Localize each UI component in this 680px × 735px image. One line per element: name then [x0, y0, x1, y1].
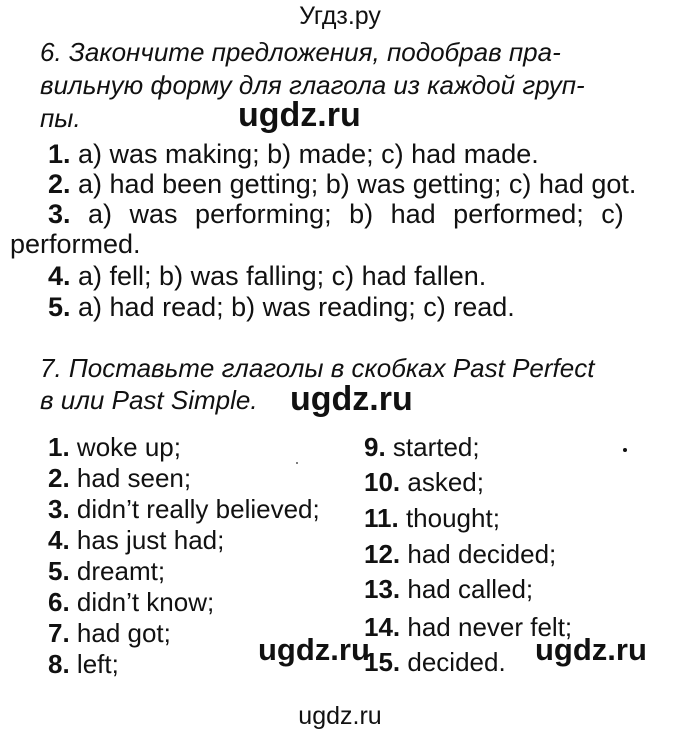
answer-line: 4. a) fell; b) was falling; c) had fallen. — [48, 261, 487, 291]
watermark: ugdz.ru — [258, 632, 370, 667]
watermark: ugdz.ru — [535, 632, 647, 667]
exercise-6-title-line-1: 6. Закончите предложения, подобрав пра- — [40, 37, 561, 67]
exercise-6-title-line-3: пы. — [40, 103, 81, 133]
exercise-7-title-line-2: в или Past Simple. — [40, 385, 258, 415]
scan-dot — [623, 448, 627, 452]
list-item: 11. thought; — [364, 503, 500, 533]
footer-watermark: ugdz.ru — [298, 702, 382, 730]
list-item: 1. woke up; — [48, 432, 181, 462]
answer-line: 1. a) was making; b) made; c) had made. — [48, 139, 539, 169]
list-item: 6. didn’t know; — [48, 587, 215, 617]
exercise-7-title-line-1: 7. Поставьте глаголы в скобках Past Perfect — [40, 353, 595, 383]
scan-dot — [296, 462, 298, 464]
list-item: 8. left; — [48, 649, 119, 679]
list-item: 4. has just had; — [48, 525, 225, 555]
list-item: 15. decided. — [364, 647, 506, 677]
list-item: 10. asked; — [364, 467, 484, 497]
answer-line: 3. a) was performing; b) had performed; c) — [48, 199, 624, 229]
exercise-6-title-line-2: вильную форму для глагола из каждой груп- — [40, 70, 585, 100]
list-item: 14. had never felt; — [364, 612, 573, 642]
answer-line: 2. a) had been getting; b) was getting; c) had got. — [48, 169, 637, 199]
list-item: 3. didn’t really believed; — [48, 494, 320, 524]
list-item: 13. had called; — [364, 574, 534, 604]
site-header: Угдз.ру — [299, 2, 381, 30]
list-item: 9. started; — [364, 432, 480, 462]
answer-line: performed. — [10, 229, 141, 259]
answer-line: 5. a) had read; b) was reading; c) read. — [48, 292, 515, 322]
list-item: 2. had seen; — [48, 463, 192, 493]
list-item: 5. dreamt; — [48, 556, 166, 586]
watermark: ugdz.ru — [290, 380, 413, 418]
list-item: 7. had got; — [48, 618, 171, 648]
watermark: ugdz.ru — [238, 96, 361, 134]
list-item: 12. had decided; — [364, 539, 557, 569]
